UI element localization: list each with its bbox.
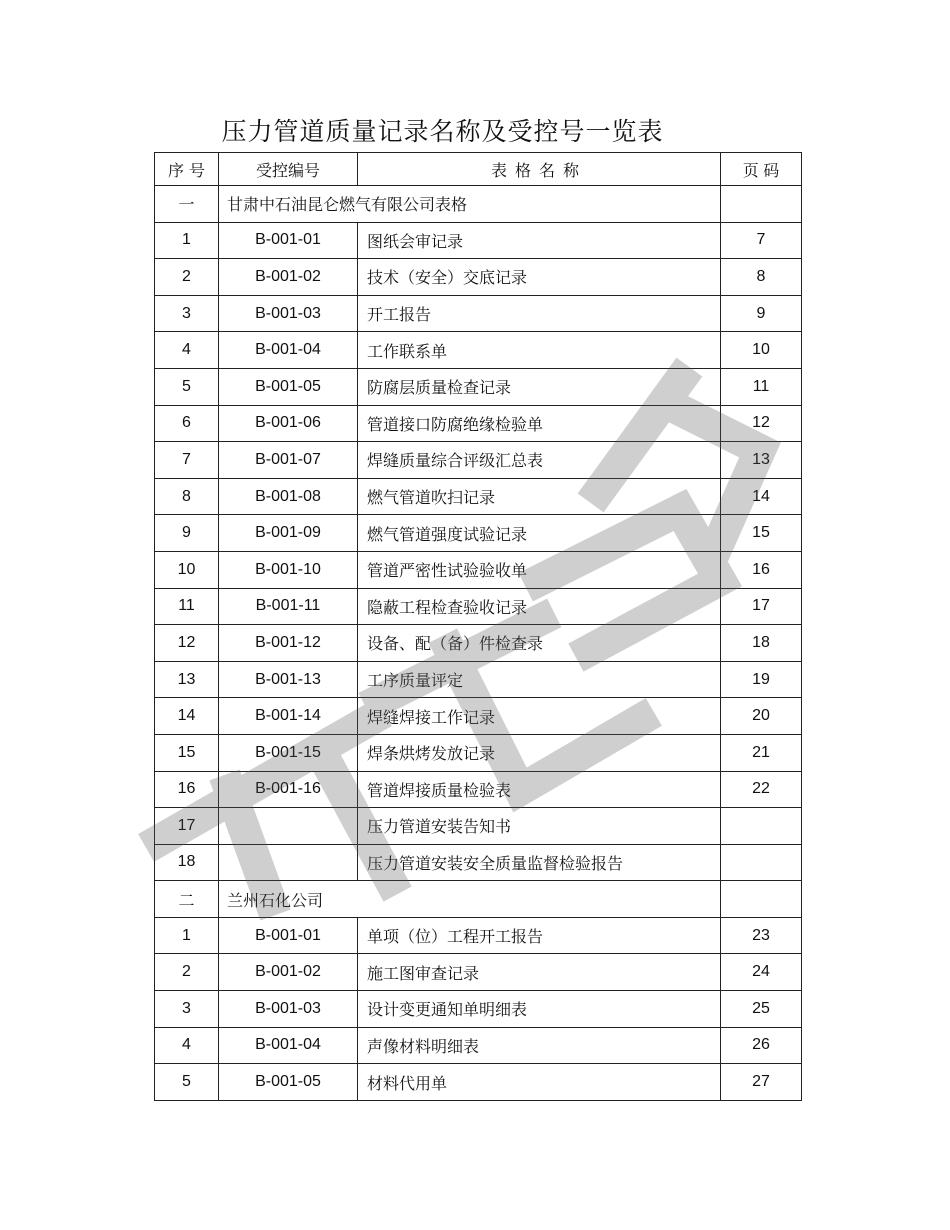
section-title: 兰州石化公司	[219, 881, 721, 918]
table-row	[155, 771, 802, 808]
form-name-cell: 焊缝焊接工作记录	[358, 698, 721, 735]
table-row	[155, 844, 802, 881]
serial-no-cell: 3	[155, 295, 219, 332]
header-form-name: 表格名称	[358, 153, 721, 186]
page-no-cell: 17	[721, 588, 802, 625]
table-row	[155, 332, 802, 369]
table-row	[155, 222, 802, 259]
document-title: 压力管道质量记录名称及受控号一览表	[221, 117, 664, 146]
table-row	[155, 954, 802, 991]
serial-no-cell: 2	[155, 954, 219, 991]
section-page	[721, 881, 802, 918]
page-no-cell: 19	[721, 661, 802, 698]
serial-no-cell: 17	[155, 808, 219, 845]
form-name-cell: 单项（位）工程开工报告	[358, 917, 721, 954]
page-no-cell: 23	[721, 917, 802, 954]
page-no-cell: 24	[721, 954, 802, 991]
form-name-cell: 声像材料明细表	[358, 1027, 721, 1064]
control-code-cell: B-001-08	[219, 478, 358, 515]
table-row	[155, 917, 802, 954]
serial-no-cell: 13	[155, 661, 219, 698]
form-name-cell: 焊条烘烤发放记录	[358, 734, 721, 771]
page-no-cell: 27	[721, 1064, 802, 1101]
table-row	[155, 551, 802, 588]
table-body	[155, 186, 802, 1101]
section-title: 甘肃中石油昆仑燃气有限公司表格	[219, 186, 721, 223]
control-code-cell: B-001-05	[219, 1064, 358, 1101]
form-name-cell: 开工报告	[358, 295, 721, 332]
form-name-cell: 管道严密性试验验收单	[358, 551, 721, 588]
page-no-cell: 15	[721, 515, 802, 552]
form-name-cell: 防腐层质量检查记录	[358, 368, 721, 405]
control-code-cell: B-001-01	[219, 917, 358, 954]
control-code-cell: B-001-04	[219, 332, 358, 369]
serial-no-cell: 1	[155, 222, 219, 259]
control-code-cell: B-001-03	[219, 991, 358, 1028]
table-row	[155, 368, 802, 405]
serial-no-cell: 3	[155, 991, 219, 1028]
form-name-cell: 工序质量评定	[358, 661, 721, 698]
records-table	[154, 152, 802, 1101]
serial-no-cell: 10	[155, 551, 219, 588]
control-code-cell: B-001-04	[219, 1027, 358, 1064]
serial-no-cell: 2	[155, 259, 219, 296]
page-no-cell: 11	[721, 368, 802, 405]
table-row	[155, 588, 802, 625]
control-code-cell: B-001-16	[219, 771, 358, 808]
form-name-cell: 技术（安全）交底记录	[358, 259, 721, 296]
serial-no-cell: 7	[155, 442, 219, 479]
section-label: 二	[155, 881, 219, 918]
page-no-cell: 22	[721, 771, 802, 808]
control-code-cell: B-001-02	[219, 259, 358, 296]
page-no-cell: 7	[721, 222, 802, 259]
table-row	[155, 295, 802, 332]
table-row	[155, 808, 802, 845]
form-name-cell: 设备、配（备）件检查录	[358, 625, 721, 662]
serial-no-cell: 12	[155, 625, 219, 662]
page-no-cell	[721, 808, 802, 845]
control-code-cell: B-001-05	[219, 368, 358, 405]
form-name-cell: 燃气管道强度试验记录	[358, 515, 721, 552]
table-row	[155, 661, 802, 698]
table-row	[155, 405, 802, 442]
control-code-cell: B-001-07	[219, 442, 358, 479]
page-no-cell: 9	[721, 295, 802, 332]
control-code-cell: B-001-13	[219, 661, 358, 698]
serial-no-cell: 4	[155, 332, 219, 369]
form-name-cell: 焊缝质量综合评级汇总表	[358, 442, 721, 479]
page-no-cell	[721, 844, 802, 881]
control-code-cell: B-001-03	[219, 295, 358, 332]
serial-no-cell: 8	[155, 478, 219, 515]
serial-no-cell: 5	[155, 368, 219, 405]
form-name-cell: 施工图审查记录	[358, 954, 721, 991]
page-no-cell: 21	[721, 734, 802, 771]
section-row	[155, 186, 802, 223]
serial-no-cell: 11	[155, 588, 219, 625]
page-no-cell: 26	[721, 1027, 802, 1064]
control-code-cell	[219, 808, 358, 845]
table-row	[155, 991, 802, 1028]
section-row	[155, 881, 802, 918]
table-row	[155, 1064, 802, 1101]
control-code-cell: B-001-14	[219, 698, 358, 735]
serial-no-cell: 9	[155, 515, 219, 552]
page-no-cell: 12	[721, 405, 802, 442]
control-code-cell: B-001-02	[219, 954, 358, 991]
table-row	[155, 734, 802, 771]
control-code-cell: B-001-12	[219, 625, 358, 662]
header-serial-no: 序 号	[155, 153, 219, 186]
serial-no-cell: 6	[155, 405, 219, 442]
control-code-cell: B-001-11	[219, 588, 358, 625]
table-row	[155, 1027, 802, 1064]
page-no-cell: 25	[721, 991, 802, 1028]
form-name-cell: 压力管道安装告知书	[358, 808, 721, 845]
page-no-cell: 10	[721, 332, 802, 369]
table-row	[155, 478, 802, 515]
section-page	[721, 186, 802, 223]
control-code-cell: B-001-01	[219, 222, 358, 259]
table-row	[155, 442, 802, 479]
form-name-cell: 燃气管道吹扫记录	[358, 478, 721, 515]
serial-no-cell: 16	[155, 771, 219, 808]
form-name-cell: 隐蔽工程检查验收记录	[358, 588, 721, 625]
header-control-code: 受控编号	[219, 153, 358, 186]
table-header-row	[155, 153, 802, 186]
serial-no-cell: 5	[155, 1064, 219, 1101]
control-code-cell	[219, 844, 358, 881]
serial-no-cell: 1	[155, 917, 219, 954]
form-name-cell: 管道接口防腐绝缘检验单	[358, 405, 721, 442]
control-code-cell: B-001-10	[219, 551, 358, 588]
form-name-cell: 设计变更通知单明细表	[358, 991, 721, 1028]
table-row	[155, 259, 802, 296]
page-no-cell: 16	[721, 551, 802, 588]
page-no-cell: 14	[721, 478, 802, 515]
page-no-cell: 13	[721, 442, 802, 479]
table-row	[155, 625, 802, 662]
table-row	[155, 698, 802, 735]
control-code-cell: B-001-09	[219, 515, 358, 552]
table-row	[155, 515, 802, 552]
page-no-cell: 8	[721, 259, 802, 296]
page-no-cell: 18	[721, 625, 802, 662]
serial-no-cell: 18	[155, 844, 219, 881]
control-code-cell: B-001-06	[219, 405, 358, 442]
form-name-cell: 管道焊接质量检验表	[358, 771, 721, 808]
form-name-cell: 压力管道安装安全质量监督检验报告	[358, 844, 721, 881]
page-no-cell: 20	[721, 698, 802, 735]
serial-no-cell: 14	[155, 698, 219, 735]
serial-no-cell: 15	[155, 734, 219, 771]
form-name-cell: 图纸会审记录	[358, 222, 721, 259]
section-label: 一	[155, 186, 219, 223]
header-page-no: 页 码	[721, 153, 802, 186]
form-name-cell: 工作联系单	[358, 332, 721, 369]
form-name-cell: 材料代用单	[358, 1064, 721, 1101]
serial-no-cell: 4	[155, 1027, 219, 1064]
control-code-cell: B-001-15	[219, 734, 358, 771]
